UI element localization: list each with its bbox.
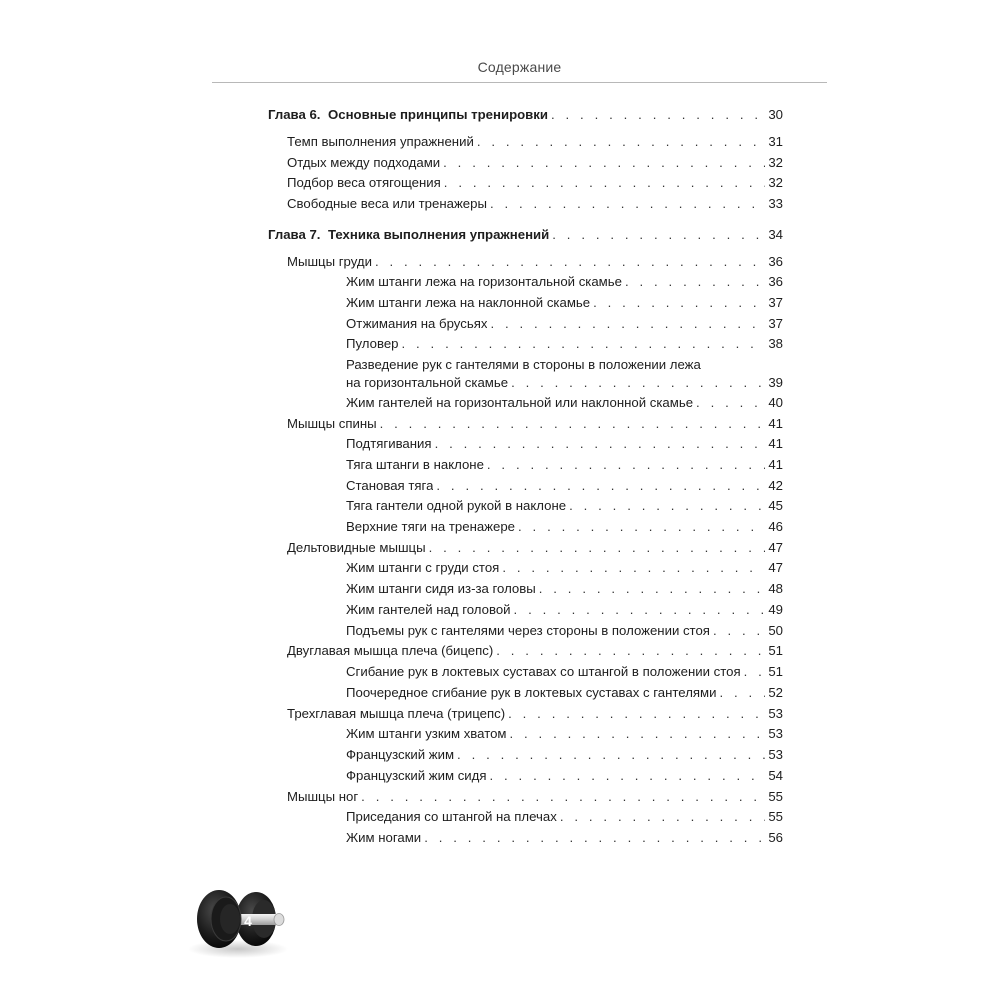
chapter-heading: Основные принципы тренировки <box>328 107 548 122</box>
leader-dots <box>593 294 765 312</box>
leader-dots <box>514 601 766 619</box>
toc-entry[interactable] <box>346 767 783 785</box>
entry-title: Жим штанги сидя из-за головы <box>346 581 536 596</box>
page-ref: 47 <box>768 560 783 575</box>
toc-entry[interactable] <box>346 829 783 847</box>
leader-dots <box>443 154 765 172</box>
leader-dots <box>457 746 765 764</box>
leader-dots <box>477 133 766 151</box>
page-ref: 51 <box>768 643 783 658</box>
toc-entry[interactable] <box>346 601 783 619</box>
page-ref: 51 <box>768 664 783 679</box>
chapter-title <box>268 106 548 124</box>
section-title: Трехглавая мышца плеча (трицепс) <box>287 706 506 721</box>
page-ref: 41 <box>768 416 783 431</box>
entry-title: Подъемы рук с гантелями через стороны в положении стоя <box>346 623 710 638</box>
leader-dots <box>625 273 765 291</box>
toc-entry[interactable] <box>346 580 783 598</box>
entry-title: Сгибание рук в локтевых суставах со штангой в положении стоя <box>346 664 741 679</box>
entry-title: Приседания со штангой на плечах <box>346 809 557 824</box>
leader-dots <box>444 174 766 192</box>
page-ref: 39 <box>768 375 783 390</box>
toc-section-biceps[interactable] <box>287 642 783 660</box>
leader-dots <box>510 725 766 743</box>
toc-chapter-6[interactable] <box>268 106 783 124</box>
page-ref: 53 <box>768 706 783 721</box>
page-ref: 48 <box>768 581 783 596</box>
page-ref: 30 <box>768 107 783 122</box>
toc-entry[interactable] <box>346 746 783 764</box>
toc-entry[interactable] <box>346 559 783 577</box>
page-ref: 32 <box>768 155 783 170</box>
chapter-number: Глава 7. <box>268 227 321 242</box>
entry-title: Тяга штанги в наклоне <box>346 457 484 472</box>
leader-dots <box>696 394 765 412</box>
leader-dots <box>487 456 765 474</box>
entry-title: Поочередное сгибание рук в локтевых суставах с гантелями <box>346 685 717 700</box>
entry-title: Тяга гантели одной рукой в наклоне <box>346 498 567 513</box>
page-ref: 56 <box>768 830 783 845</box>
page-ref: 40 <box>768 395 783 410</box>
section-title: Двуглавая мышца плеча (бицепс) <box>287 643 494 658</box>
entry-title: Жим гантелей над головой <box>346 602 511 617</box>
page-ref: 32 <box>768 175 783 190</box>
entry-title: Свободные веса или тренажеры <box>287 196 487 211</box>
leader-dots <box>429 539 766 557</box>
leader-dots <box>380 415 766 433</box>
toc-entry[interactable] <box>346 315 783 333</box>
leader-dots <box>436 477 765 495</box>
toc-entry[interactable] <box>346 497 783 515</box>
entry-title-line1: Разведение рук с гантелями в стороны в положении лежа <box>346 357 701 372</box>
entry-title: Жим ногами <box>346 830 422 845</box>
toc-entry-multiline[interactable] <box>346 356 783 392</box>
toc-entry[interactable] <box>346 518 783 536</box>
toc-entry[interactable] <box>287 174 783 192</box>
chapter-number: Глава 6. <box>268 107 321 122</box>
toc-entry[interactable] <box>346 435 783 453</box>
page-ref: 49 <box>768 602 783 617</box>
toc-section-deltoids[interactable] <box>287 539 783 557</box>
leader-dots <box>502 559 765 577</box>
entry-title: Жим штанги лежа на горизонтальной скамье <box>346 274 622 289</box>
entry-title: Жим штанги узким хватом <box>346 726 507 741</box>
entry-title: Подбор веса отягощения <box>287 175 441 190</box>
leader-dots <box>361 788 765 806</box>
page-ref: 34 <box>768 227 783 242</box>
page-ref: 53 <box>768 747 783 762</box>
toc-entry[interactable] <box>346 456 783 474</box>
entry-title: Жим гантелей на горизонтальной или наклонной скамье <box>346 395 694 410</box>
leader-dots <box>719 684 765 702</box>
toc-entry[interactable] <box>346 725 783 743</box>
entry-title: Жим штанги лежа на наклонной скамье <box>346 295 591 310</box>
page-ref: 41 <box>768 457 783 472</box>
page-ref: 37 <box>768 295 783 310</box>
leader-dots <box>490 315 765 333</box>
page-ref: 36 <box>768 274 783 289</box>
leader-dots <box>424 829 765 847</box>
toc-chapter-7[interactable] <box>268 226 783 244</box>
entry-title: Французский жим <box>346 747 455 762</box>
toc-section-legs[interactable] <box>287 788 783 806</box>
section-title: Мышцы груди <box>287 254 372 269</box>
entry-title: Французский жим сидя <box>346 768 487 783</box>
toc-entry[interactable] <box>346 335 783 353</box>
leader-dots <box>518 518 765 536</box>
entry-title: Верхние тяги на тренажере <box>346 519 516 534</box>
toc-entry[interactable] <box>346 273 783 291</box>
toc-section-back[interactable] <box>287 415 783 433</box>
leader-dots <box>490 767 766 785</box>
page-ref: 37 <box>768 316 783 331</box>
leader-dots <box>539 580 766 598</box>
toc-entry[interactable] <box>287 154 783 172</box>
leader-dots <box>402 335 766 353</box>
leader-dots <box>744 663 766 681</box>
page-ref: 46 <box>768 519 783 534</box>
page-ref: 42 <box>768 478 783 493</box>
toc-section-chest[interactable] <box>287 253 783 271</box>
page-ref: 55 <box>768 789 783 804</box>
leader-dots <box>508 705 765 723</box>
leader-dots <box>435 435 766 453</box>
page-ref: 54 <box>768 768 783 783</box>
entry-title: Отдых между подходами <box>287 155 441 170</box>
leader-dots <box>496 642 765 660</box>
section-title: Мышцы спины <box>287 416 377 431</box>
running-head: Содержание <box>477 59 562 75</box>
leader-dots <box>490 195 765 213</box>
toc-entry[interactable] <box>346 684 783 702</box>
chapter-title <box>268 226 549 244</box>
page-ref: 52 <box>768 685 783 700</box>
page-ref: 47 <box>768 540 783 555</box>
toc-entry[interactable] <box>346 394 783 412</box>
entry-title-line2: на горизонтальной скамье <box>346 375 509 390</box>
entry-title: Подтягивания <box>346 436 432 451</box>
toc-entry[interactable] <box>346 294 783 312</box>
toc-entry[interactable] <box>346 477 783 495</box>
entry-title: Отжимания на брусьях <box>346 316 488 331</box>
entry-title: Становая тяга <box>346 478 434 493</box>
page-ref: 50 <box>768 623 783 638</box>
leader-dots <box>560 808 766 826</box>
toc-section-triceps[interactable] <box>287 705 783 723</box>
page-ref: 41 <box>768 436 783 451</box>
toc-entry[interactable] <box>346 622 783 640</box>
leader-dots <box>569 497 765 515</box>
chapter-heading: Техника выполнения упражнений <box>328 227 550 242</box>
leader-dots <box>713 622 765 640</box>
page-ref: 33 <box>768 196 783 211</box>
leader-dots <box>552 226 765 244</box>
section-title: Дельтовидные мышцы <box>287 540 426 555</box>
toc-entry[interactable] <box>287 195 783 213</box>
page-ref: 53 <box>768 726 783 741</box>
entry-title: Пуловер <box>346 336 399 351</box>
leader-dots <box>551 106 765 124</box>
page-ref: 31 <box>768 134 783 149</box>
entry-title: Жим штанги с груди стоя <box>346 560 500 575</box>
page-ref: 55 <box>768 809 783 824</box>
toc-entry[interactable] <box>346 663 783 681</box>
toc-entry[interactable] <box>287 133 783 151</box>
entry-title: Темп выполнения упражнений <box>287 134 474 149</box>
leader-dots <box>511 374 765 392</box>
section-title: Мышцы ног <box>287 789 359 804</box>
page-number: 4 <box>244 913 252 929</box>
page-ref: 45 <box>768 498 783 513</box>
page-ref: 38 <box>768 336 783 351</box>
toc-entry[interactable] <box>346 808 783 826</box>
page-ref: 36 <box>768 254 783 269</box>
leader-dots <box>375 253 765 271</box>
